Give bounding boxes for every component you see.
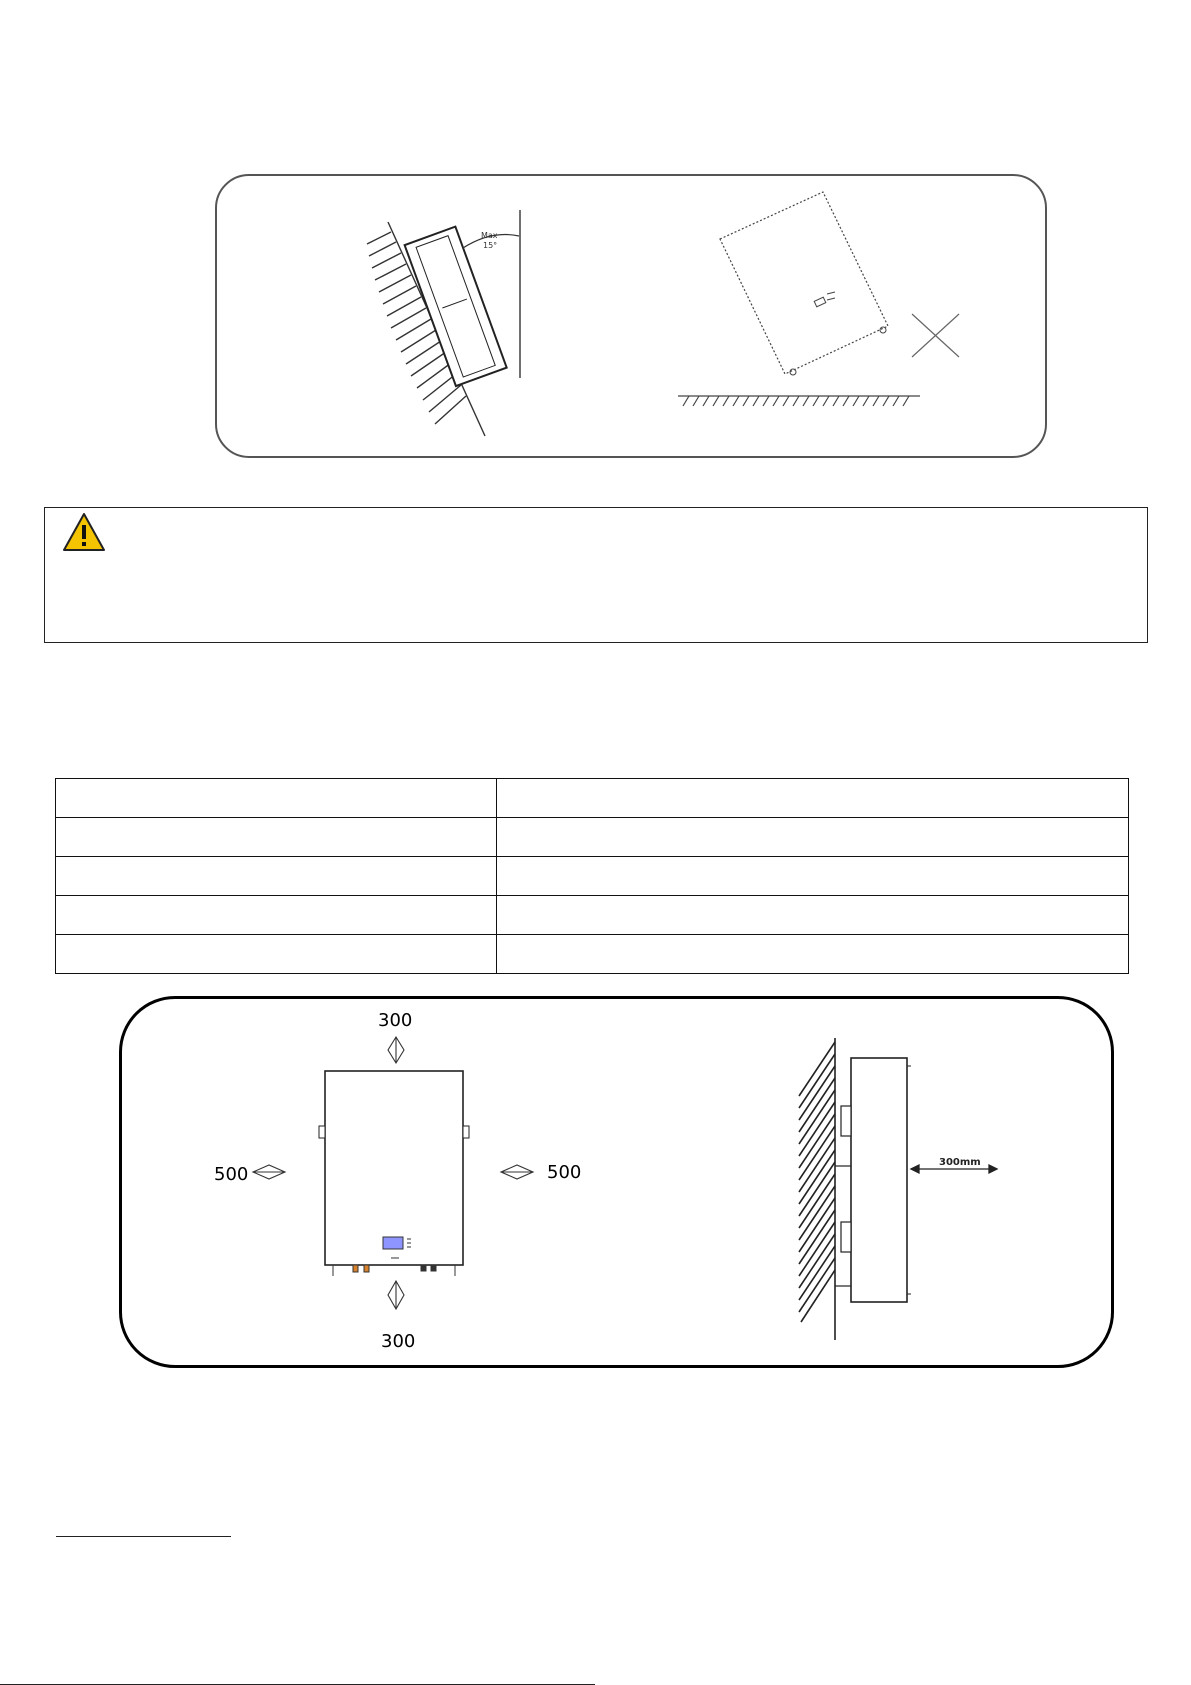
table-cell — [497, 779, 1129, 818]
table-row — [56, 896, 1129, 935]
tilt-angle-label: Max — [481, 231, 498, 240]
incorrect-tilted-inverter — [720, 192, 888, 374]
right-clearance-arrow — [501, 1165, 533, 1179]
table-row — [56, 857, 1129, 896]
inverter-side-view — [835, 1058, 911, 1302]
clearance-drawing — [119, 996, 1111, 1366]
top-clearance-label: 300 — [378, 1010, 413, 1031]
inverter-connectors — [333, 1265, 455, 1276]
table-cell — [56, 896, 497, 935]
table-row — [56, 818, 1129, 857]
spec-table — [55, 778, 1129, 974]
table-cell — [497, 857, 1129, 896]
table-cell — [56, 779, 497, 818]
bottom-clearance-arrow — [388, 1281, 404, 1309]
bottom-clearance-label: 300 — [381, 1331, 416, 1352]
tilt-mounting-drawing — [215, 174, 1045, 458]
left-clearance-label: 500 — [214, 1164, 249, 1185]
table-cell — [56, 857, 497, 896]
table-cell — [56, 935, 497, 974]
wrong-cross-icon — [912, 314, 959, 357]
tilt-angle-value: 15° — [483, 241, 498, 250]
table-row — [56, 935, 1129, 974]
right-clearance-label: 500 — [547, 1162, 582, 1183]
warning-triangle-icon — [62, 512, 106, 552]
floor-hatching — [678, 396, 920, 406]
inverter-front-view — [319, 1071, 469, 1265]
front-clearance-label: 300mm — [939, 1157, 981, 1168]
table-row — [56, 779, 1129, 818]
top-clearance-arrow — [388, 1037, 404, 1063]
left-clearance-arrow — [253, 1165, 285, 1179]
warning-notice-box — [44, 507, 1148, 643]
table-cell — [497, 935, 1129, 974]
table-cell — [497, 818, 1129, 857]
footnote-separator — [56, 1536, 231, 1537]
inverter-display — [383, 1237, 403, 1249]
tilted-inverter — [405, 227, 507, 386]
table-cell — [497, 896, 1129, 935]
wall-hatching — [799, 1038, 835, 1340]
table-cell — [56, 818, 497, 857]
